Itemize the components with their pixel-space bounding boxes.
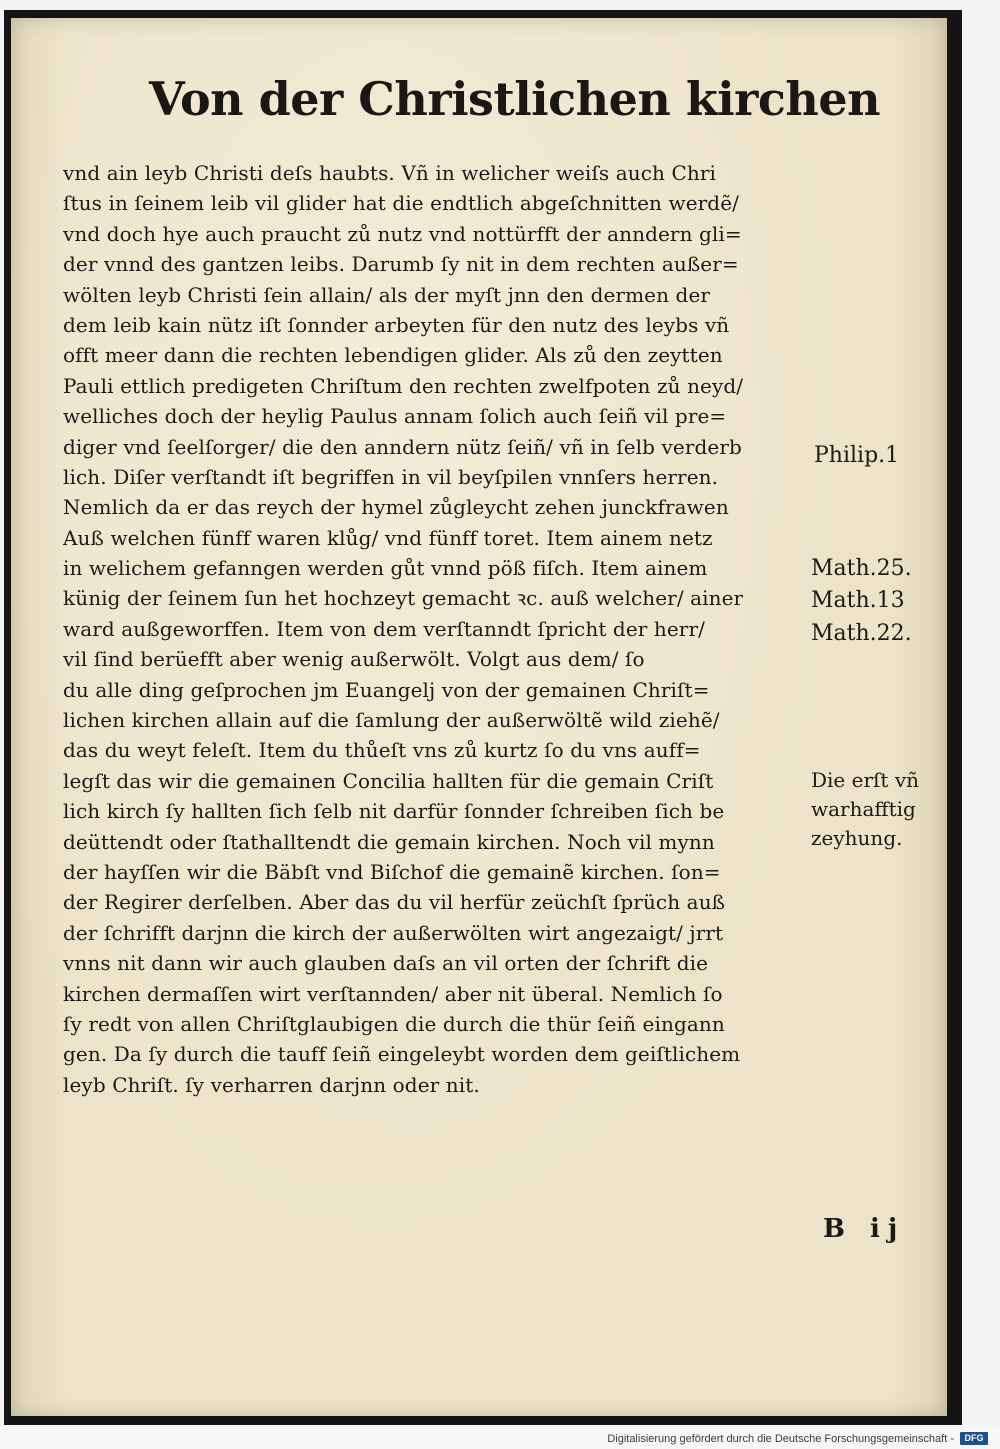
dfg-logo: DFG [960,1432,988,1445]
footer-credit: Digitalisierung gefördert durch die Deutsche Forschungsgemeinschaft - [607,1433,954,1445]
text-line: der ſchrifft darjnn die kirch der außerwölten wirt angezaigt/ jrrt [63,920,724,945]
text-line: legſt das wir die gemainen Concilia hallten für die gemain Criſt [63,768,714,793]
text-line: welliches doch der heylig Paulus annam ſolich auch ſeiñ vil pre= [63,404,727,429]
text-line: lich. Diſer verſtandt iſt begriffen in vil beyſpilen vnnſers herren. [63,464,719,489]
text-line: der hayſſen wir die Bäbſt vnd Biſchof die gemainẽ kirchen. ſon= [63,859,721,884]
text-line: diger vnd ſeelſorger/ die den anndern nütz ſeiñ/ vñ in ſelb verderb [63,434,742,459]
text-line: lichen kirchen allain auf die ſamlung der außerwöltẽ wild ziehẽ/ [63,708,720,733]
text-line: vil ſind berüefft aber wenig außerwölt. Volgt aus dem/ ſo [63,647,645,672]
page-heading: Von der Christlichen kirchen [149,72,881,126]
margin-note-math22: Math.22. [811,621,912,646]
body-text [63,158,803,1100]
text-line: ſy redt von allen Chriſtglaubigen die durch die thür ſeiñ eingann [63,1011,725,1036]
text-line: offt meer dann die rechten lebendigen glider. Als zů den zeytten [63,343,723,368]
text-line: künig der ſeinem ſun het hochzeyt gemacht ꝛc. auß welcher/ ainer [63,586,744,611]
text-line: ward außgeworffen. Item von dem verſtanndt ſpricht der herr/ [63,616,705,641]
text-line: in welichem gefanngen werden gůt vnnd pöß fiſch. Item ainem [63,556,708,581]
text-line: vnd doch hye auch praucht zů nutz vnd nottürfft der anndern gli= [63,221,742,246]
text-line: Nemlich da er das reych der hymel zůgleycht zehen junckfrawen [63,495,729,520]
text-line: gen. Da ſy durch die tauff ſeiñ eingeleybt worden dem geiſtlichem [63,1042,741,1067]
margin-note-line: zeyhung. [811,826,903,850]
margin-note-block [811,766,919,853]
text-line: Pauli ettlich predigeten Chriſtum den rechten zwelfpoten zů neyd/ [63,373,744,398]
text-line: der Regirer derſelben. Aber das du vil herfür zeüchſt ſprüch auß [63,890,726,915]
text-line: Auß welchen fünff waren klůg/ vnd fünff toret. Item ainem netz [63,525,713,550]
text-line: lich kirch ſy hallten ſich ſelb nit darfür ſonnder ſchreiben ſich be [63,799,725,824]
text-line: deüttendt oder ſtathalltendt die gemain kirchen. Noch vil mynn [63,829,715,854]
margin-note-line: Die erſt vñ [811,768,919,792]
text-line: vnns nit dann wir auch glauben daſs an vil orten der ſchrift die [63,951,709,976]
text-line: der vnnd des gantzen leibs. Darumb ſy nit in dem rechten außer= [63,252,739,277]
book-page [11,18,947,1416]
text-line: kirchen dermaſſen wirt verſtannden/ aber nit überal. Nemlich ſo [63,981,723,1006]
text-line: dem leib kain nütz iſt ſonnder arbeyten für den nutz des leybs vñ [63,312,730,337]
margin-note-philip: Philip.1 [814,443,900,468]
text-line: wölten leyb Christi ſein allain/ als der myſt jnn den dermen der [63,282,711,307]
text-line: ſtus in ſeinem leib vil glider hat die endtlich abgeſchnitten werdẽ/ [63,191,739,216]
margin-note-math25: Math.25. [811,556,912,581]
text-line: das du weyt feleſt. Item du thůeſt vns zů kurtz ſo du vns auff= [63,738,701,763]
margin-note-math13: Math.13 [811,588,905,613]
text-line: leyb Chriſt. ſy verharren darjnn oder nit. [63,1072,480,1097]
signature-mark: B ij [823,1214,906,1244]
text-line: vnd ain leyb Christi deſs haubts. Vñ in welicher weiſs auch Chri [63,161,717,185]
text-line: du alle ding geſprochen jm Euangelj von der gemainen Chriſt= [63,677,710,702]
margin-note-line: warhafftig [811,797,916,821]
